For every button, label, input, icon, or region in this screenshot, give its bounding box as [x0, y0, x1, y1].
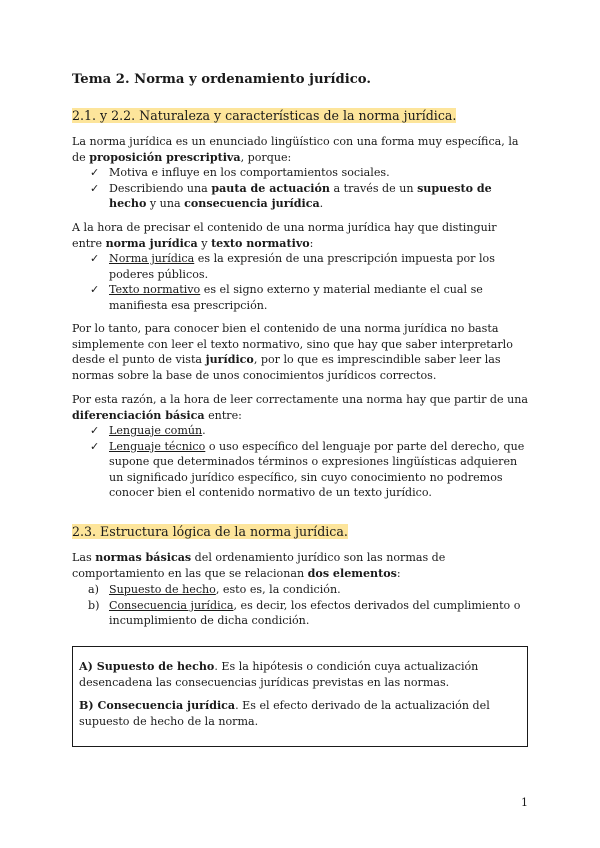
section-heading-text: 2.3. Estructura lógica de la norma jurídica. — [72, 524, 348, 539]
bold-term: norma jurídica — [105, 236, 198, 250]
text-run: Por esta razón, a la hora de leer correctamente una norma hay que partir de una — [72, 393, 529, 406]
bold-term: jurídico — [205, 353, 254, 367]
check-icon: ✓ — [90, 181, 100, 195]
text-run: , porque: — [240, 150, 292, 164]
bold-term: consecuencia jurídica — [184, 197, 320, 211]
check-icon: ✓ — [90, 439, 100, 453]
text-run: . Es la hipótesis o condición cuya actualización desencadena las consecuencias jurídicas previstas en las normas. — [79, 660, 479, 689]
list-label: b) — [88, 598, 100, 612]
check-icon: ✓ — [90, 424, 100, 437]
text-run: y — [197, 236, 212, 250]
list-item — [72, 423, 529, 439]
paragraph-distinguir — [72, 220, 529, 251]
bold-term: A) Supuesto de hecho — [79, 660, 215, 673]
text-run: del ordenamiento jurídico son las normas de comportamiento en las que se relacionan — [72, 551, 446, 580]
bold-term: pauta de actuación — [211, 181, 330, 195]
text-run: . — [319, 197, 324, 211]
list-item — [72, 439, 529, 501]
text-run: . — [202, 424, 206, 437]
page-number: 1 — [521, 796, 528, 809]
underlined-term: Lenguaje común — [109, 424, 203, 437]
underlined-term: Supuesto de hecho — [109, 583, 216, 596]
text-run: es el signo externo y material mediante el cual se manifiesta esa prescripción. — [109, 283, 483, 312]
list-item — [72, 251, 529, 282]
text-run: entre: — [204, 408, 242, 422]
list-item — [72, 598, 529, 629]
check-icon: ✓ — [90, 166, 100, 179]
list-item — [72, 181, 529, 212]
section-heading-text: 2.1. y 2.2. Naturaleza y características de la norma jurídica. — [72, 108, 457, 123]
text-run: es la expresión de una prescripción impuesta por los poderes públicos. — [109, 252, 495, 281]
paragraph-normas-basicas — [72, 550, 529, 581]
bold-term: B) Consecuencia jurídica — [79, 699, 236, 713]
check-icon: ✓ — [90, 252, 100, 265]
underlined-term: Norma jurídica — [109, 252, 195, 265]
list-item — [72, 165, 529, 181]
list-item — [72, 582, 529, 598]
text-run: Por lo tanto, para conocer bien el contenido de una norma jurídica no basta simplemente con leer el texto normativo, sino que hay que saber interpretarlo desde el punto de vista — [72, 322, 513, 367]
definitions-box — [72, 646, 528, 747]
bold-term: dos elementos — [307, 566, 397, 580]
bold-term: proposición prescriptiva — [89, 150, 241, 164]
text-run: Describiendo una — [109, 181, 212, 195]
lettered-list — [72, 582, 529, 629]
document-title: Tema 2. Norma y ordenamiento jurídico. — [72, 72, 371, 87]
bold-term: normas básicas — [95, 551, 192, 564]
list-item-text: Motiva e influye en los comportamientos sociales. — [109, 166, 390, 179]
checklist-1 — [72, 165, 529, 212]
paragraph-por-lo-tanto — [72, 321, 529, 383]
text-run: La norma jurídica es un enunciado lingüístico con una forma muy específica, la de — [72, 135, 519, 164]
text-run: : — [309, 236, 314, 250]
underlined-term: Lenguaje técnico — [109, 439, 206, 453]
section-heading-2-3 — [72, 524, 348, 539]
bold-term: texto normativo — [211, 236, 310, 250]
text-run: , esto es, la condición. — [215, 583, 341, 596]
list-label: a) — [88, 583, 99, 596]
text-run: A la hora de precisar el contenido de una norma jurídica hay que distinguir entre — [72, 221, 497, 250]
text-run: : — [396, 566, 401, 580]
checklist-3 — [72, 423, 529, 501]
text-run: , es decir, los efectos derivados del cumplimiento o incumplimiento de dicha condición. — [109, 598, 521, 628]
bold-term: diferenciación básica — [72, 408, 205, 422]
text-run: , por lo que es imprescindible saber leer las normas sobre la base de unos conocimientos jurídicos correctos. — [72, 353, 501, 382]
bold-term: supuesto de hecho — [109, 181, 492, 211]
text-run: a través de un — [329, 181, 418, 195]
text-run: . Es el efecto derivado de la actualización del supuesto de hecho de la norma. — [79, 699, 490, 728]
checklist-2 — [72, 251, 529, 313]
underlined-term: Consecuencia jurídica — [109, 598, 234, 612]
text-run: Las — [72, 551, 96, 564]
paragraph-naturaleza — [72, 134, 529, 165]
list-item — [72, 282, 529, 313]
underlined-term: Texto normativo — [109, 283, 201, 297]
paragraph-por-esta-razon — [72, 392, 529, 423]
text-run: y una — [146, 197, 185, 211]
check-icon: ✓ — [90, 283, 100, 297]
section-heading-2-1 — [72, 108, 456, 123]
text-run: o uso específico del lenguaje por parte del derecho, que supone que determinados términos o expresiones lingüísticas adquieren un significado jurídico específico, sin cuyo conocimiento no podremos conocer bien el contenido normativo de un texto jurídico. — [109, 439, 525, 500]
